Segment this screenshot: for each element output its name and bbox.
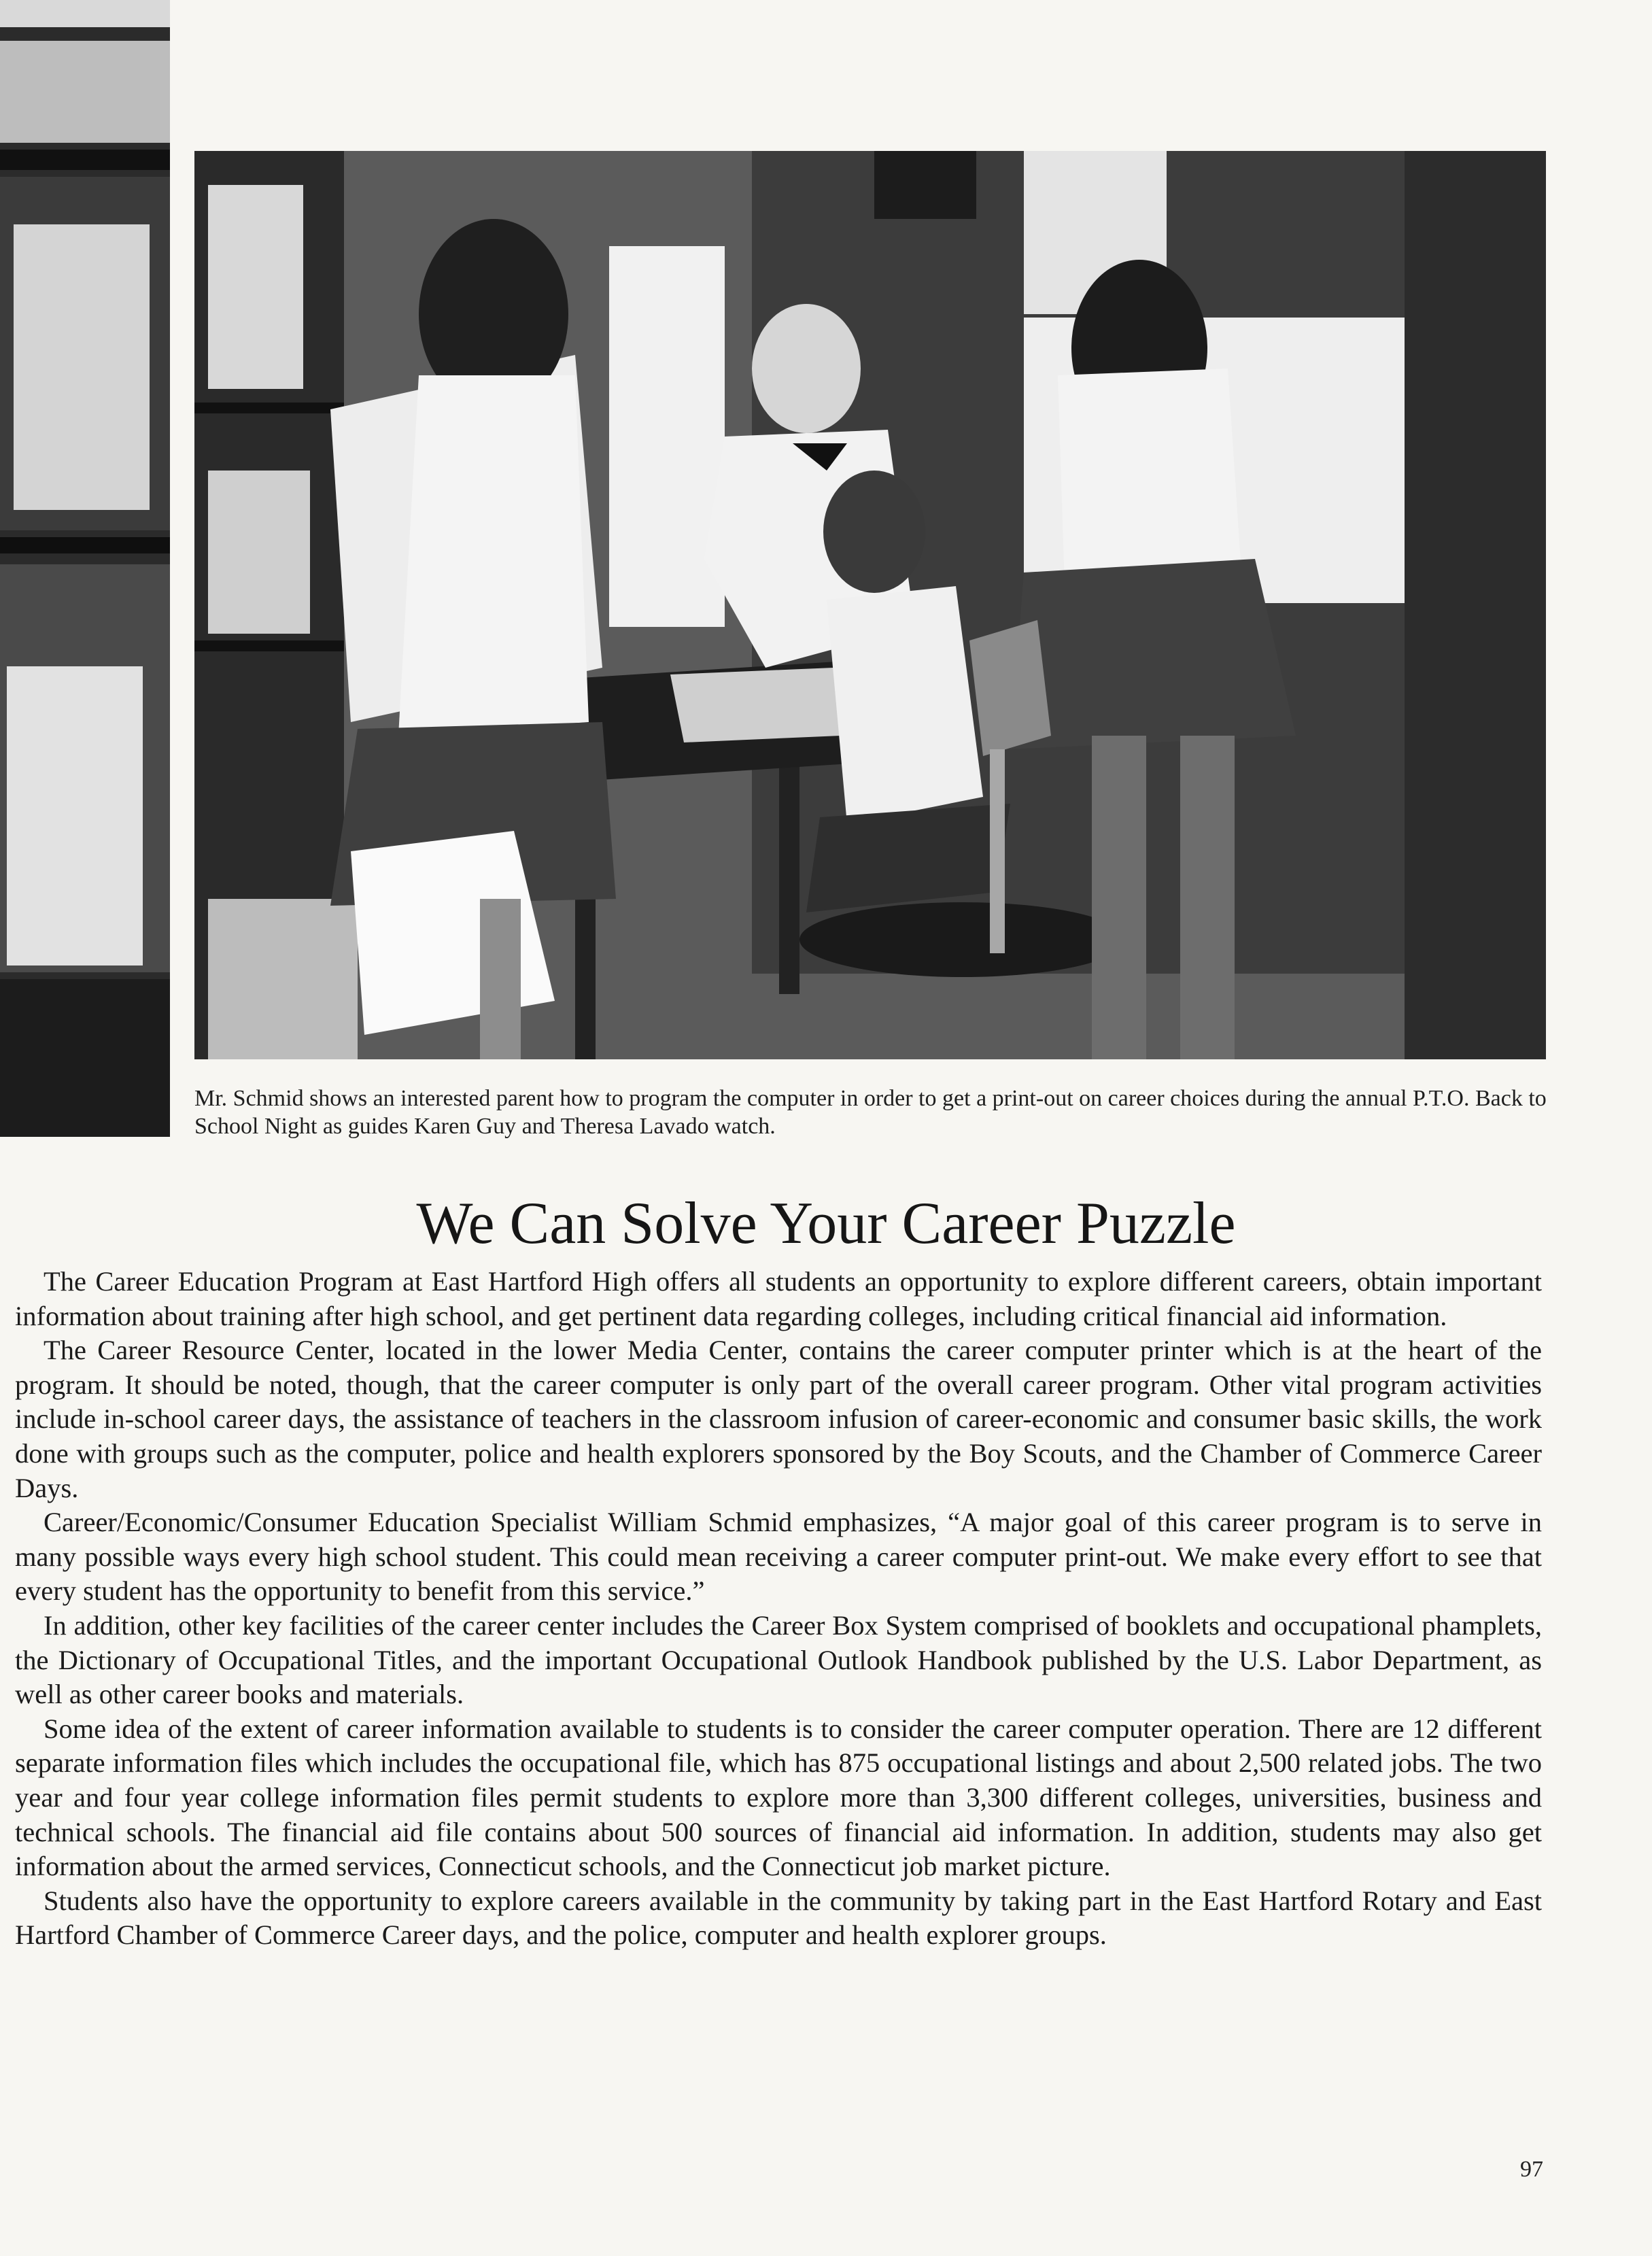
photo-caption: Mr. Schmid shows an interested parent how to program the computer in order to get a print-out on career choices during the annual P.T.O. Back to School Night as guides Karen Guy and Theresa Lavado watch. xyxy=(194,1086,1547,1139)
paragraph: The Career Resource Center, located in the lower Media Center, contains the career computer printer which is at the heart of the program. It should be noted, though, that the career computer is only part of the overall career program. Other vital program activities include in-school career days, the assistance of teachers in the classroom infusion of career-economic and consumer basic skills, the work done with groups such as the computer, police and health explorers sponsored by the Boy Scouts, and the Chamber of Commerce Career Days. xyxy=(15,1335,1542,1503)
paragraph: In addition, other key facilities of the career center includes the Career Box System comprised of booklets and occupational phamplets, the Dictionary of Occupational Titles, and the important Occupational Outlook Handbook published by the U.S. Labor Department, as well as other career books and materials. xyxy=(15,1609,1542,1710)
paragraph: The Career Education Program at East Hartford High offers all students an opportunity to explore different careers, obtain important information about training after high school, and get pertinent data regarding colleges, including critical financial aid information. xyxy=(15,1266,1542,1331)
photo-left-strip xyxy=(0,0,170,1137)
headline: We Can Solve Your Career Puzzle xyxy=(416,1191,1236,1257)
article-body xyxy=(15,1265,1542,1953)
photograph-icon xyxy=(194,151,1546,1059)
paragraph: Students also have the opportunity to explore careers available in the community by taking part in the East Hartford Rotary and East Hartford Chamber of Commerce Career days, and the police, computer and health explorer groups. xyxy=(15,1885,1542,1951)
paragraph: Career/Economic/Consumer Education Specialist William Schmid emphasizes, “A major goal of this career program is to serve in many possible ways every high school student. This could mean receiving a career computer print-out. We make every effort to see that every student has the opportunity to benefit from this service.” xyxy=(15,1507,1542,1607)
page-number: 97 xyxy=(1520,2157,1543,2182)
paragraph: Some idea of the extent of career information available to students is to consider the career computer operation. There are 12 different separate information files which includes the occupational file, which has 875 occupational listings and about 2,500 related jobs. The two year and four year college information files permit students to explore more than 3,300 different colleges, universities, business and technical schools. The financial aid file contains about 500 sources of financial aid information. In addition, students may also get information about the armed services, Connecticut schools, and the Connecticut job market picture. xyxy=(15,1713,1542,1882)
photograph xyxy=(194,151,1546,1059)
bookshelf-image xyxy=(0,0,170,1137)
